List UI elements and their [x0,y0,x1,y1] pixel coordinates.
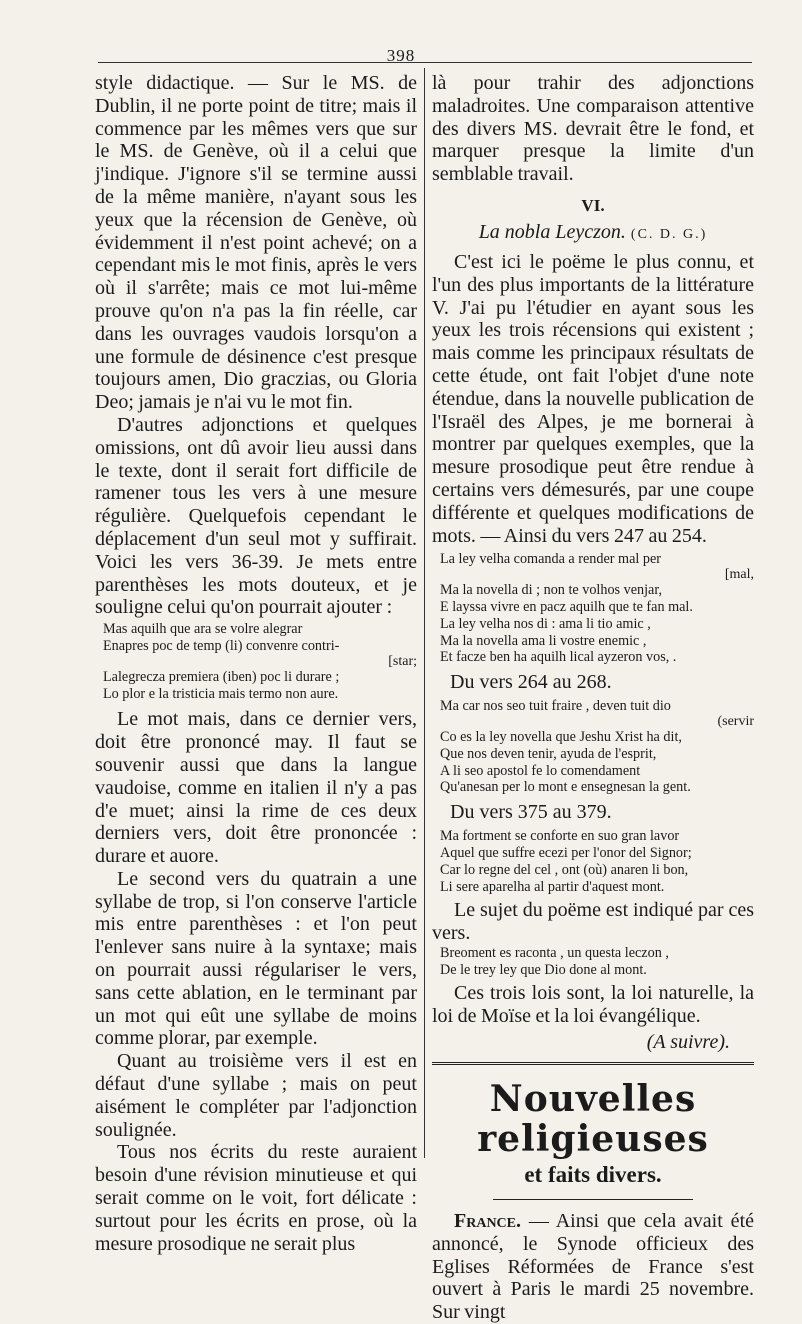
right-column [432,72,754,1324]
verse-block [432,551,754,666]
verse-line: Lalegrecza premiera (iben) poc li durare ; [103,668,340,685]
verse-line: Breoment es raconta , un questa leczon , [440,944,669,961]
verse-range-heading: Du vers 375 au 379. [450,801,612,824]
section-sigla: (C. D. G.) [630,226,708,242]
verse-line: Ma fortment se conforte en suo gran lavor [440,828,680,845]
paragraph: là pour trahir des adjonctions maladroites. Une comparaison attentive des divers MS. devrait être le fond, et marquer presque la limite d'un semblable travail. [432,72,754,186]
verse-line: La ley velha comanda a render mal per [440,551,661,568]
paragraph: C'est ici le poëme le plus connu, et l'un des plus importants de la littérature V. J'ai pu l'étudier en ayant sous les yeux les trois récensions qui existent ; mais comme les principaux résultats de cette étude, ont fait l'objet d'une note étendue, dans la nouvelle publication de l'Israël des Alpes, je me bornerai à montrer par quelques exemples, que la mesure prosodique peut être rendue à certains vers démesurés, par une coupe différente et quelques modifications de mots. — Ainsi du vers 247 au 254. [432,250,754,547]
verse-range-heading: Du vers 264 au 268. [450,671,612,694]
paragraph: Le mot mais, dans ce dernier vers, doit être prononcé may. Il faut se souvenir aussi que dans la langue vaudoise, comme en italien il n'y a pas d'e muet; ainsi la rime de ces deux derniers vers, doit être prononcée : durare et auore. [95,708,417,868]
news-heading: Nouvelles religieuses [477,1078,709,1161]
news-country-label: France. [454,1210,521,1233]
left-column [95,72,417,1255]
paragraph: Ces trois lois sont, la loi naturelle, la loi de Moïse et la loi évangélique. [432,982,754,1028]
verse-line: E layssa vivre en pacz aquilh que te fan mal. [440,598,693,615]
paragraph: D'autres adjonctions et quelques omissions, ont dû avoir lieu aussi dans le texte, dont il serait fort difficile de ramener tous les vers à une mesure régulière. Quelquefois cependant le déplacement d'un seul mot y suffirait. Voici les vers 36-39. Je mets entre parenthèses les mots douteux, et je souligne celui qu'on pourrait ajouter : [95,413,417,619]
verse-block [432,945,754,979]
verse-line: Et facze ben ha aquilh lical ayzeron vos, . [440,649,677,666]
verse-block [432,828,754,895]
verse-block [95,621,417,702]
news-rule [493,1199,693,1200]
section-rule [432,1062,754,1065]
to-be-continued: (A suivre). [646,1031,730,1054]
paragraph: Tous nos écrits du reste auraient besoin d'une révision minutieuse et qui serait comme on le voit, fort délicate : surtout pour les écrits en prose, où la mesure prosodique ne serait plus [95,1141,417,1255]
verse-line: Lo plor e la tristicia mais termo non aure. [103,685,339,702]
verse-line: (servir [717,713,754,729]
news-text: — Ainsi que cela avait été annoncé, le Synode officieux des Eglises Réformées de France s'est ouvert à Paris le mardi 25 novembre. Sur vingt [432,1210,754,1324]
verse-line: La ley velha nos di : ama li tio amic , [440,615,651,632]
header-rule [98,62,752,63]
verse-line: Que nos deven tenir, ayuda de l'esprit, [440,745,657,762]
verse-block [432,698,754,796]
column-divider [424,68,425,1158]
verse-line: Mas aquilh que ara se volre alegrar [103,621,303,638]
section-number: VI. [581,195,605,215]
verse-line: Enapres poc de temp (li) convenre contri- [103,637,340,654]
page-number [0,46,802,66]
paragraph: Le sujet du poëme est indiqué par ces vers. [432,899,754,945]
section-title [432,220,754,247]
verse-line: Ma la novella di ; non te volhos venjar, [440,582,663,599]
verse-line: [star; [388,653,417,669]
verse-line: A li seo apostol fe lo comendament [440,762,641,779]
news-subheading: et faits divers. [524,1162,662,1188]
verse-line: Li sere aparelha al partir d'aquest mont. [440,878,665,895]
paragraph: Le second vers du quatrain a une syllabe de trop, si l'on conserve l'article mis entre parenthèses : et l'on peut l'enlever sans nuire à la syntaxe; mais on pourrait aussi régulariser le vers, sans cette ablation, en le terminant par un mot qui eût une syllabe de moins comme plorar, par exemple. [95,867,417,1050]
paragraph: style didactique. — Sur le MS. de Dublin, il ne porte point de titre; mais il commence par les mêmes vers que sur le MS. de Genève, où il a celui que j'indique. J'ignore s'il se termine aussi de la même manière, n'ayant sous les yeux que la récension de Genève, où évidemment il n'est point achevé; on a cependant mis le mot finis, après le vers où il s'arrête; mais ce mot lui-même prouve qu'on n'a pas la fin réelle, car dans les ouvrages vaudois lorsqu'on a une formule de désinence c'est presque toujours amen, Dio graczias, ou Gloria Deo; jamais je n'ai vu le mot fin. [95,72,417,414]
verse-line: Ma car nos seo tuit fraire , deven tuit dio [440,698,671,715]
page-number-text: 398 [381,46,422,65]
paragraph: Quant au troisième vers il est en défaut d'une syllabe ; mais on peut aisément le compléter par l'adjonction soulignée. [95,1050,417,1141]
verse-line: Ma la novella ama li vostre enemic , [440,632,647,649]
news-paragraph [432,1210,754,1324]
verse-line: Car lo regne del cel , ont (où) anaren li bon, [440,861,689,878]
verse-line: Co es la ley novella que Jeshu Xrist ha dit, [440,728,682,745]
verse-line: De le trey ley que Dio done al mont. [440,961,647,978]
verse-line: Aquel que suffre ecezi per l'onor del Signor; [440,844,692,861]
section-title-text: La nobla Leyczon. [478,220,626,243]
verse-line: Qu'anesan per lo mont e ensegnesan la gent. [440,779,691,796]
verse-line: [mal, [724,567,754,583]
